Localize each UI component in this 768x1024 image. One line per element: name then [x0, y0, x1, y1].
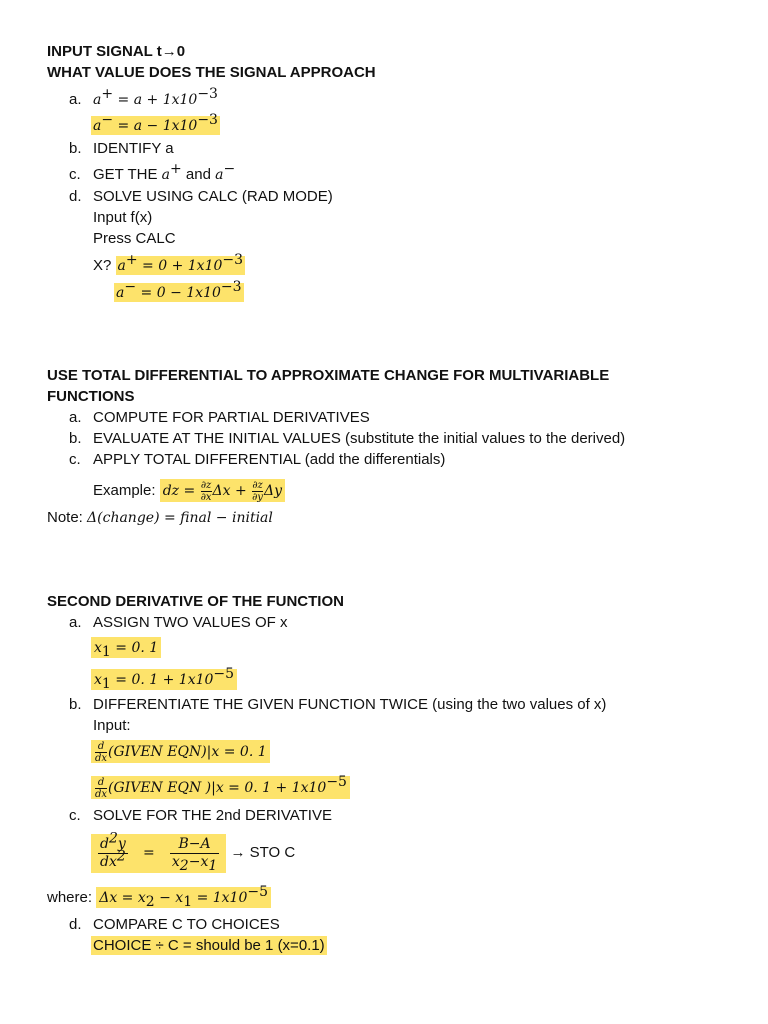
- formula-a-minus: $a^- = a - 1x10^{-3}$: [93, 112, 218, 134]
- section2-title: USE TOTAL DIFFERENTIAL TO APPROXIMATE CHANGE FOR MULTIVARIABLE: [47, 367, 610, 384]
- list-marker: d.: [69, 188, 82, 205]
- step-identify: IDENTIFY a: [93, 140, 174, 157]
- step-partial-derivatives: COMPUTE FOR PARTIAL DERIVATIVES: [93, 409, 370, 426]
- list-marker: a.: [69, 409, 82, 426]
- step-evaluate: EVALUATE AT THE INITIAL VALUES (substitute the initial values to the derived): [93, 430, 626, 447]
- list-marker: c.: [69, 451, 81, 468]
- list-marker: a.: [69, 91, 82, 108]
- section3-title: SECOND DERIVATIVE OF THE FUNCTION: [47, 593, 344, 610]
- formula-second-derivative: $\frac{d^2y}{dx^2}$ = $\frac{B-A}{x_2-x_1}$ → STO C: [91, 828, 295, 878]
- list-marker: c.: [69, 807, 81, 824]
- step-compare: COMPARE C TO CHOICES: [93, 916, 280, 933]
- step-solve-second-derivative: SOLVE FOR THE 2nd DERIVATIVE: [93, 807, 332, 824]
- step-solve-calc: SOLVE USING CALC (RAD MODE): [93, 188, 333, 205]
- formula-x-minus: $a^- = 0 - 1x10^{-3}$: [116, 279, 242, 301]
- list-marker: b.: [69, 140, 82, 157]
- step-differentiate: DIFFERENTIATE THE GIVEN FUNCTION TWICE (using the two values of x): [93, 696, 607, 713]
- choice-check: CHOICE ÷ C = should be 1 (x=0.1): [93, 937, 325, 954]
- list-marker: b.: [69, 696, 82, 713]
- section2-title-cont: FUNCTIONS: [47, 388, 135, 405]
- section1-title: INPUT SIGNAL t→0: [47, 43, 186, 60]
- step-input-fx: Input f(x): [93, 209, 153, 226]
- formula-a-plus: $a^+ = a + 1x10^{-3}$: [93, 86, 218, 108]
- formula-where: where: $\Delta x = x_2 - x_1 = 1x10^{-5}$: [47, 887, 271, 909]
- list-marker: c.: [69, 166, 81, 183]
- example-formula: Example: dz = $\frac{\partial z}{\partial x}$ Δx + $\frac{\partial z}{\partial y}$ Δy: [93, 478, 285, 504]
- step-input-label: Input:: [93, 717, 131, 734]
- formula-x1-plus: $x_1 = 0$. $1 + 1x10^{-5}$: [91, 669, 237, 691]
- formula-derivative-1: $\frac{d}{dx}$ (GIVEN EQN)|x = 0. 1: [91, 739, 270, 765]
- list-marker: d.: [69, 916, 82, 933]
- step-press-calc: Press CALC: [93, 230, 176, 247]
- formula-x-plus: X? $a^+ = 0 + 1x10^{-3}$: [93, 252, 244, 274]
- step-get-the: GET THE a+ and a−: [93, 161, 236, 183]
- list-marker: b.: [69, 430, 82, 447]
- note-formula: Note: Δ(change) = final − initial: [47, 509, 273, 526]
- formula-derivative-2: $\frac{d}{dx}$ (GIVEN EQN )|x = 0. $1 + 1x10^{-5}$: [91, 775, 350, 801]
- step-assign-values: ASSIGN TWO VALUES OF x: [93, 614, 288, 631]
- list-marker: a.: [69, 614, 82, 631]
- section1-subtitle: WHAT VALUE DOES THE SIGNAL APPROACH: [47, 64, 376, 81]
- formula-x1: $x_1 = 0$. 1: [91, 637, 161, 659]
- step-total-differential: APPLY TOTAL DIFFERENTIAL (add the differentials): [93, 451, 446, 468]
